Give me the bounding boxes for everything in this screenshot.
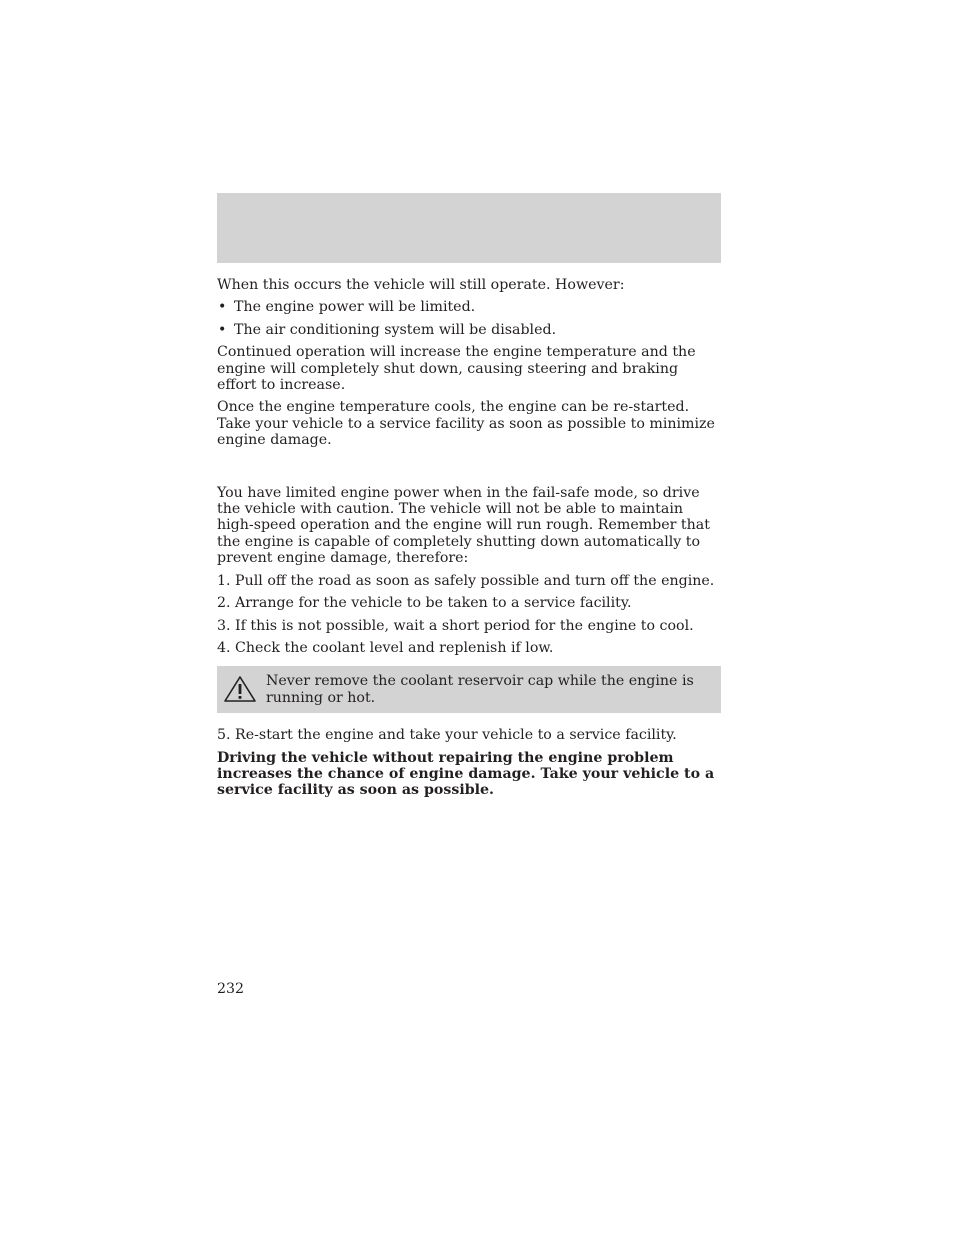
step-item: 1. Pull off the road as soon as safely possible and turn off the engine. <box>217 572 715 589</box>
step-item: 3. If this is not possible, wait a short period for the engine to cool. <box>217 617 694 634</box>
paragraph-continued-operation: Continued operation will increase the engine temperature and the engine will completely shut down, causing steering and braking effort to increase. <box>217 344 696 394</box>
bullet-icon: • <box>218 321 227 338</box>
warning-box <box>217 666 721 713</box>
page-content <box>217 277 721 805</box>
section-gap <box>217 455 721 485</box>
paragraph-restart: Once the engine temperature cools, the engine can be re-started. Take your vehicle to a service facility as soon as possible to minimize engine damage. <box>217 399 715 449</box>
paragraph-fail-safe: You have limited engine power when in the fail-safe mode, so drive the vehicle with caution. The vehicle will not be able to maintain high-speed operation and the engine will run rough. Remember that the engine is capable of completely shutting down automatically to prevent engine damage, therefore: <box>217 484 710 567</box>
list-item: • The air conditioning system will be disabled. <box>218 321 557 338</box>
warning-triangle-icon <box>223 675 257 703</box>
intro-text: When this occurs the vehicle will still operate. However: <box>217 277 625 293</box>
step-item: 4. Check the coolant level and replenish if low. <box>217 639 554 656</box>
step-item: 5. Re-start the engine and take your vehicle to a service facility. <box>217 727 677 744</box>
warning-text: Never remove the coolant reservoir cap while the engine is running or hot. <box>266 673 694 706</box>
list-item: • The engine power will be limited. <box>218 299 476 316</box>
effects-list <box>217 299 721 338</box>
section-header-band <box>217 193 721 263</box>
bold-note: Driving the vehicle without repairing the engine problem increases the chance of engine damage. Take your vehicle to a service facility as soon as possible. <box>217 749 715 799</box>
page-number: 232 <box>217 981 245 997</box>
step-item: 2. Arrange for the vehicle to be taken to a service facility. <box>217 595 632 612</box>
bullet-icon: • <box>218 299 227 316</box>
